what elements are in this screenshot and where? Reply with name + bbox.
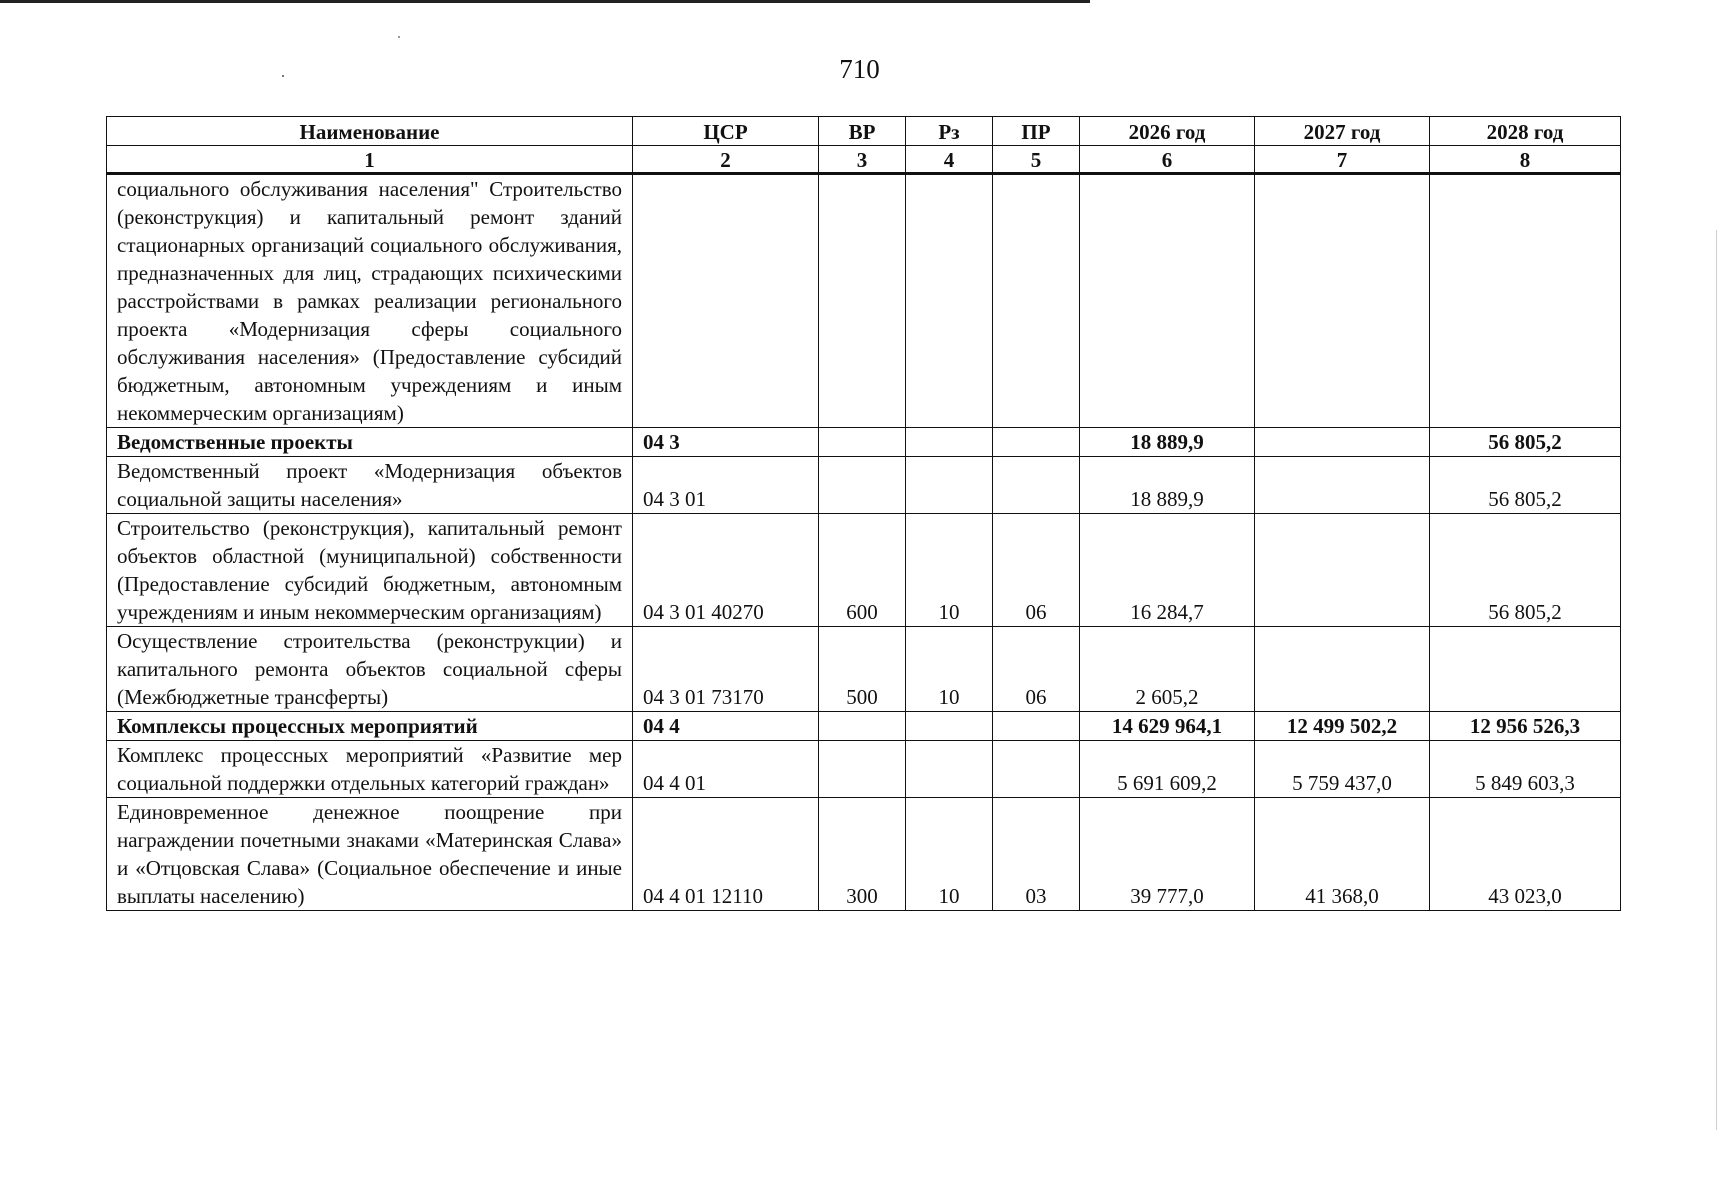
row-2026: 39 777,0 xyxy=(1080,798,1255,911)
header-2026: 2026 год xyxy=(1080,117,1255,146)
row-name: Ведомственные проекты xyxy=(107,428,633,457)
header-row xyxy=(107,117,1621,146)
row-rz xyxy=(906,428,993,457)
column-number: 7 xyxy=(1255,146,1430,174)
row-2026: 5 691 609,2 xyxy=(1080,741,1255,798)
scan-speck xyxy=(398,36,400,38)
row-2026: 18 889,9 xyxy=(1080,457,1255,514)
row-2027: 41 368,0 xyxy=(1255,798,1430,911)
row-pr xyxy=(993,712,1080,741)
row-vr xyxy=(819,457,906,514)
header-2027: 2027 год xyxy=(1255,117,1430,146)
row-vr xyxy=(819,712,906,741)
table-row xyxy=(107,174,1621,428)
header-rz: Рз xyxy=(906,117,993,146)
row-name: социального обслуживания населения" Строительство (реконструкция) и капитальный ремонт зданий стационарных организаций социального обслуживания, предназначенных для лиц, страдающих психическими расстройствами в рамках реализации регионального проекта «Модернизация сферы социального обслуживания населения» (Предоставление субсидий бюджетным, автономным учреждениям и иным некоммерческим организациям) xyxy=(107,174,633,428)
row-2026: 2 605,2 xyxy=(1080,627,1255,712)
row-vr: 300 xyxy=(819,798,906,911)
row-csr: 04 3 01 40270 xyxy=(633,514,819,627)
table-row xyxy=(107,514,1621,627)
column-number: 6 xyxy=(1080,146,1255,174)
budget-table xyxy=(106,116,1621,911)
column-number: 1 xyxy=(107,146,633,174)
row-name: Комплексы процессных мероприятий xyxy=(107,712,633,741)
column-number-row xyxy=(107,146,1621,174)
column-number: 2 xyxy=(633,146,819,174)
row-pr: 03 xyxy=(993,798,1080,911)
column-number: 8 xyxy=(1430,146,1621,174)
header-2028: 2028 год xyxy=(1430,117,1621,146)
table-row-section xyxy=(107,712,1621,741)
row-rz xyxy=(906,741,993,798)
table-row xyxy=(107,457,1621,514)
row-rz xyxy=(906,174,993,428)
row-csr: 04 4 xyxy=(633,712,819,741)
header-csr: ЦСР xyxy=(633,117,819,146)
page-number: 710 xyxy=(839,54,880,84)
row-vr xyxy=(819,428,906,457)
row-csr: 04 4 01 xyxy=(633,741,819,798)
row-2027 xyxy=(1255,428,1430,457)
row-name: Комплекс процессных мероприятий «Развитие мер социальной поддержки отдельных категорий граждан» xyxy=(107,741,633,798)
row-pr xyxy=(993,457,1080,514)
top-rule xyxy=(0,0,1090,3)
row-2028 xyxy=(1430,627,1621,712)
row-2026: 16 284,7 xyxy=(1080,514,1255,627)
header-vr: ВР xyxy=(819,117,906,146)
row-pr xyxy=(993,428,1080,457)
row-2028: 12 956 526,3 xyxy=(1430,712,1621,741)
row-rz xyxy=(906,457,993,514)
row-vr: 600 xyxy=(819,514,906,627)
row-2027 xyxy=(1255,514,1430,627)
row-2026 xyxy=(1080,174,1255,428)
header-pr: ПР xyxy=(993,117,1080,146)
header-name: Наименование xyxy=(107,117,633,146)
row-2027: 5 759 437,0 xyxy=(1255,741,1430,798)
table-row xyxy=(107,798,1621,911)
row-pr xyxy=(993,741,1080,798)
row-name: Осуществление строительства (реконструкции) и капитального ремонта объектов социальной сферы (Межбюджетные трансферты) xyxy=(107,627,633,712)
row-vr: 500 xyxy=(819,627,906,712)
row-2028: 56 805,2 xyxy=(1430,428,1621,457)
row-pr: 06 xyxy=(993,627,1080,712)
row-2027: 12 499 502,2 xyxy=(1255,712,1430,741)
row-2028: 5 849 603,3 xyxy=(1430,741,1621,798)
row-csr xyxy=(633,174,819,428)
row-2026: 18 889,9 xyxy=(1080,428,1255,457)
row-vr xyxy=(819,741,906,798)
row-name: Ведомственный проект «Модернизация объектов социальной защиты населения» xyxy=(107,457,633,514)
row-rz: 10 xyxy=(906,514,993,627)
table-row-section xyxy=(107,428,1621,457)
row-2027 xyxy=(1255,457,1430,514)
row-rz xyxy=(906,712,993,741)
row-pr: 06 xyxy=(993,514,1080,627)
row-name: Единовременное денежное поощрение при награждении почетными знаками «Материнская Слава» и «Отцовская Слава» (Социальное обеспечение и иные выплаты населению) xyxy=(107,798,633,911)
row-2028: 43 023,0 xyxy=(1430,798,1621,911)
scan-edge xyxy=(1716,230,1717,1130)
column-number: 4 xyxy=(906,146,993,174)
column-number: 3 xyxy=(819,146,906,174)
row-2026: 14 629 964,1 xyxy=(1080,712,1255,741)
row-csr: 04 3 01 73170 xyxy=(633,627,819,712)
row-csr: 04 3 01 xyxy=(633,457,819,514)
row-2027 xyxy=(1255,174,1430,428)
row-name: Строительство (реконструкция), капитальный ремонт объектов областной (муниципальной) собственности (Предоставление субсидий бюджетным, автономным учреждениям и иным некоммерческим организациям) xyxy=(107,514,633,627)
table-row xyxy=(107,741,1621,798)
row-2028: 56 805,2 xyxy=(1430,457,1621,514)
row-2028 xyxy=(1430,174,1621,428)
row-rz: 10 xyxy=(906,798,993,911)
row-2027 xyxy=(1255,627,1430,712)
table-row xyxy=(107,627,1621,712)
row-pr xyxy=(993,174,1080,428)
row-csr: 04 4 01 12110 xyxy=(633,798,819,911)
row-rz: 10 xyxy=(906,627,993,712)
column-number: 5 xyxy=(993,146,1080,174)
row-csr: 04 3 xyxy=(633,428,819,457)
row-2028: 56 805,2 xyxy=(1430,514,1621,627)
row-vr xyxy=(819,174,906,428)
